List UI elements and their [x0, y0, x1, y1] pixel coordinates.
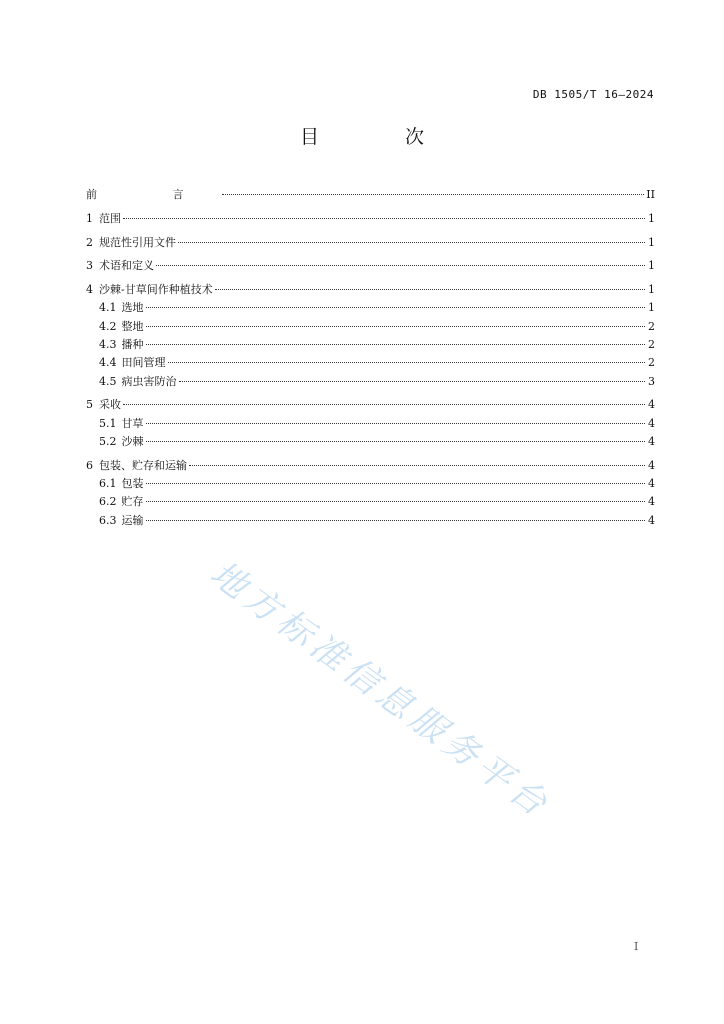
toc-entry-label: 沙棘 [121, 435, 144, 449]
toc-subentry[interactable] [86, 373, 655, 391]
dot-leader [168, 362, 646, 363]
toc-entry-label: 整地 [121, 319, 144, 333]
toc-entry-page: 2 [648, 319, 655, 333]
toc-entry-page: 1 [648, 301, 655, 315]
toc-entry-label: 规范性引用文件 [99, 235, 176, 249]
document-code: DB 1505/T 16—2024 [532, 88, 654, 101]
dot-leader [146, 483, 646, 484]
toc-entry-number: 4 [86, 283, 93, 297]
toc-entry-label: 沙棘-甘草间作种植技术 [99, 283, 213, 297]
dot-leader [146, 344, 646, 345]
dot-leader [123, 218, 645, 219]
toc-entry[interactable] [86, 396, 655, 414]
toc-entry[interactable] [86, 210, 655, 228]
toc-entry-page: 2 [648, 356, 655, 370]
dot-leader [146, 326, 646, 327]
toc-entry-label: 田间管理 [121, 356, 166, 370]
dot-leader [123, 404, 645, 405]
toc-entry-label: 贮存 [121, 495, 144, 509]
page-number: I [634, 940, 639, 953]
toc-entry-page: II [646, 188, 655, 201]
toc-entry-page: 4 [648, 495, 655, 509]
toc-entry-label: 播种 [121, 338, 144, 352]
toc-entry-page: 1 [648, 211, 655, 225]
dot-leader [179, 381, 646, 382]
toc-entry-label: 运输 [121, 513, 144, 527]
toc-entry-label: 范围 [99, 211, 121, 225]
toc-entry-page: 1 [648, 259, 655, 273]
toc-entry-label: 前 言 [86, 188, 220, 201]
toc-entry-number: 4.1 [99, 301, 117, 315]
toc-subentry[interactable] [86, 299, 655, 317]
dot-leader [146, 520, 646, 521]
toc-entry-label: 选地 [121, 301, 144, 315]
toc-entry-label: 病虫害防治 [121, 374, 177, 388]
toc-entry-number: 4.5 [99, 374, 117, 388]
dot-leader [146, 307, 646, 308]
toc-entry-page: 4 [648, 513, 655, 527]
toc-entry-number: 5.1 [99, 416, 117, 430]
toc-entry-label: 甘草 [121, 416, 144, 430]
toc-entry-number: 6.1 [99, 477, 117, 491]
toc-entry[interactable] [86, 234, 655, 252]
toc-entry-number: 6.3 [99, 513, 117, 527]
dot-leader [146, 423, 646, 424]
toc-subentry[interactable] [86, 318, 655, 336]
dot-leader [215, 289, 645, 290]
toc-entry-number: 2 [86, 235, 93, 249]
toc-subentry[interactable] [86, 336, 655, 354]
watermark: 地方标准信息服务平台 [202, 553, 558, 828]
dot-leader [146, 441, 646, 442]
dot-leader [146, 501, 646, 502]
toc-entry-page: 3 [648, 374, 655, 388]
toc-entry-number: 4.4 [99, 356, 117, 370]
toc-entry-label: 采收 [99, 398, 121, 412]
toc-entry-page: 1 [648, 235, 655, 249]
toc-entry-label: 术语和定义 [99, 259, 154, 273]
toc-entry-number: 4.2 [99, 319, 117, 333]
toc-subentry[interactable] [86, 475, 655, 493]
toc-entry-number: 3 [86, 259, 93, 273]
toc-entry-page: 2 [648, 338, 655, 352]
toc-entry-number: 4.3 [99, 338, 117, 352]
toc-entry-page: 4 [648, 477, 655, 491]
toc-entry-page: 1 [648, 283, 655, 297]
toc-subentry[interactable] [86, 354, 655, 372]
toc-entry-number: 5.2 [99, 435, 117, 449]
toc-entry[interactable] [86, 457, 655, 475]
toc-entry-number: 1 [86, 211, 93, 225]
toc-entry-page: 4 [648, 416, 655, 430]
dot-leader [189, 465, 645, 466]
toc-entry-number: 6.2 [99, 495, 117, 509]
toc-entry[interactable] [86, 257, 655, 275]
toc-entry-number: 6 [86, 458, 93, 472]
dot-leader [222, 194, 645, 195]
toc-title: 目 次 [299, 126, 465, 148]
toc-entry-label: 包装 [121, 477, 144, 491]
toc-subentry[interactable] [86, 415, 655, 433]
toc-entry-label: 包装、贮存和运输 [99, 458, 187, 472]
toc-subentry[interactable] [86, 433, 655, 451]
toc-subentry[interactable] [86, 512, 655, 530]
toc-entry[interactable] [86, 281, 655, 299]
toc-entry-page: 4 [648, 398, 655, 412]
table-of-contents [86, 186, 655, 530]
toc-subentry[interactable] [86, 493, 655, 511]
dot-leader [178, 242, 645, 243]
toc-entry-page: 4 [648, 458, 655, 472]
dot-leader [156, 265, 645, 266]
toc-entry-number: 5 [86, 398, 93, 412]
toc-entry[interactable] [86, 186, 655, 204]
toc-entry-page: 4 [648, 435, 655, 449]
